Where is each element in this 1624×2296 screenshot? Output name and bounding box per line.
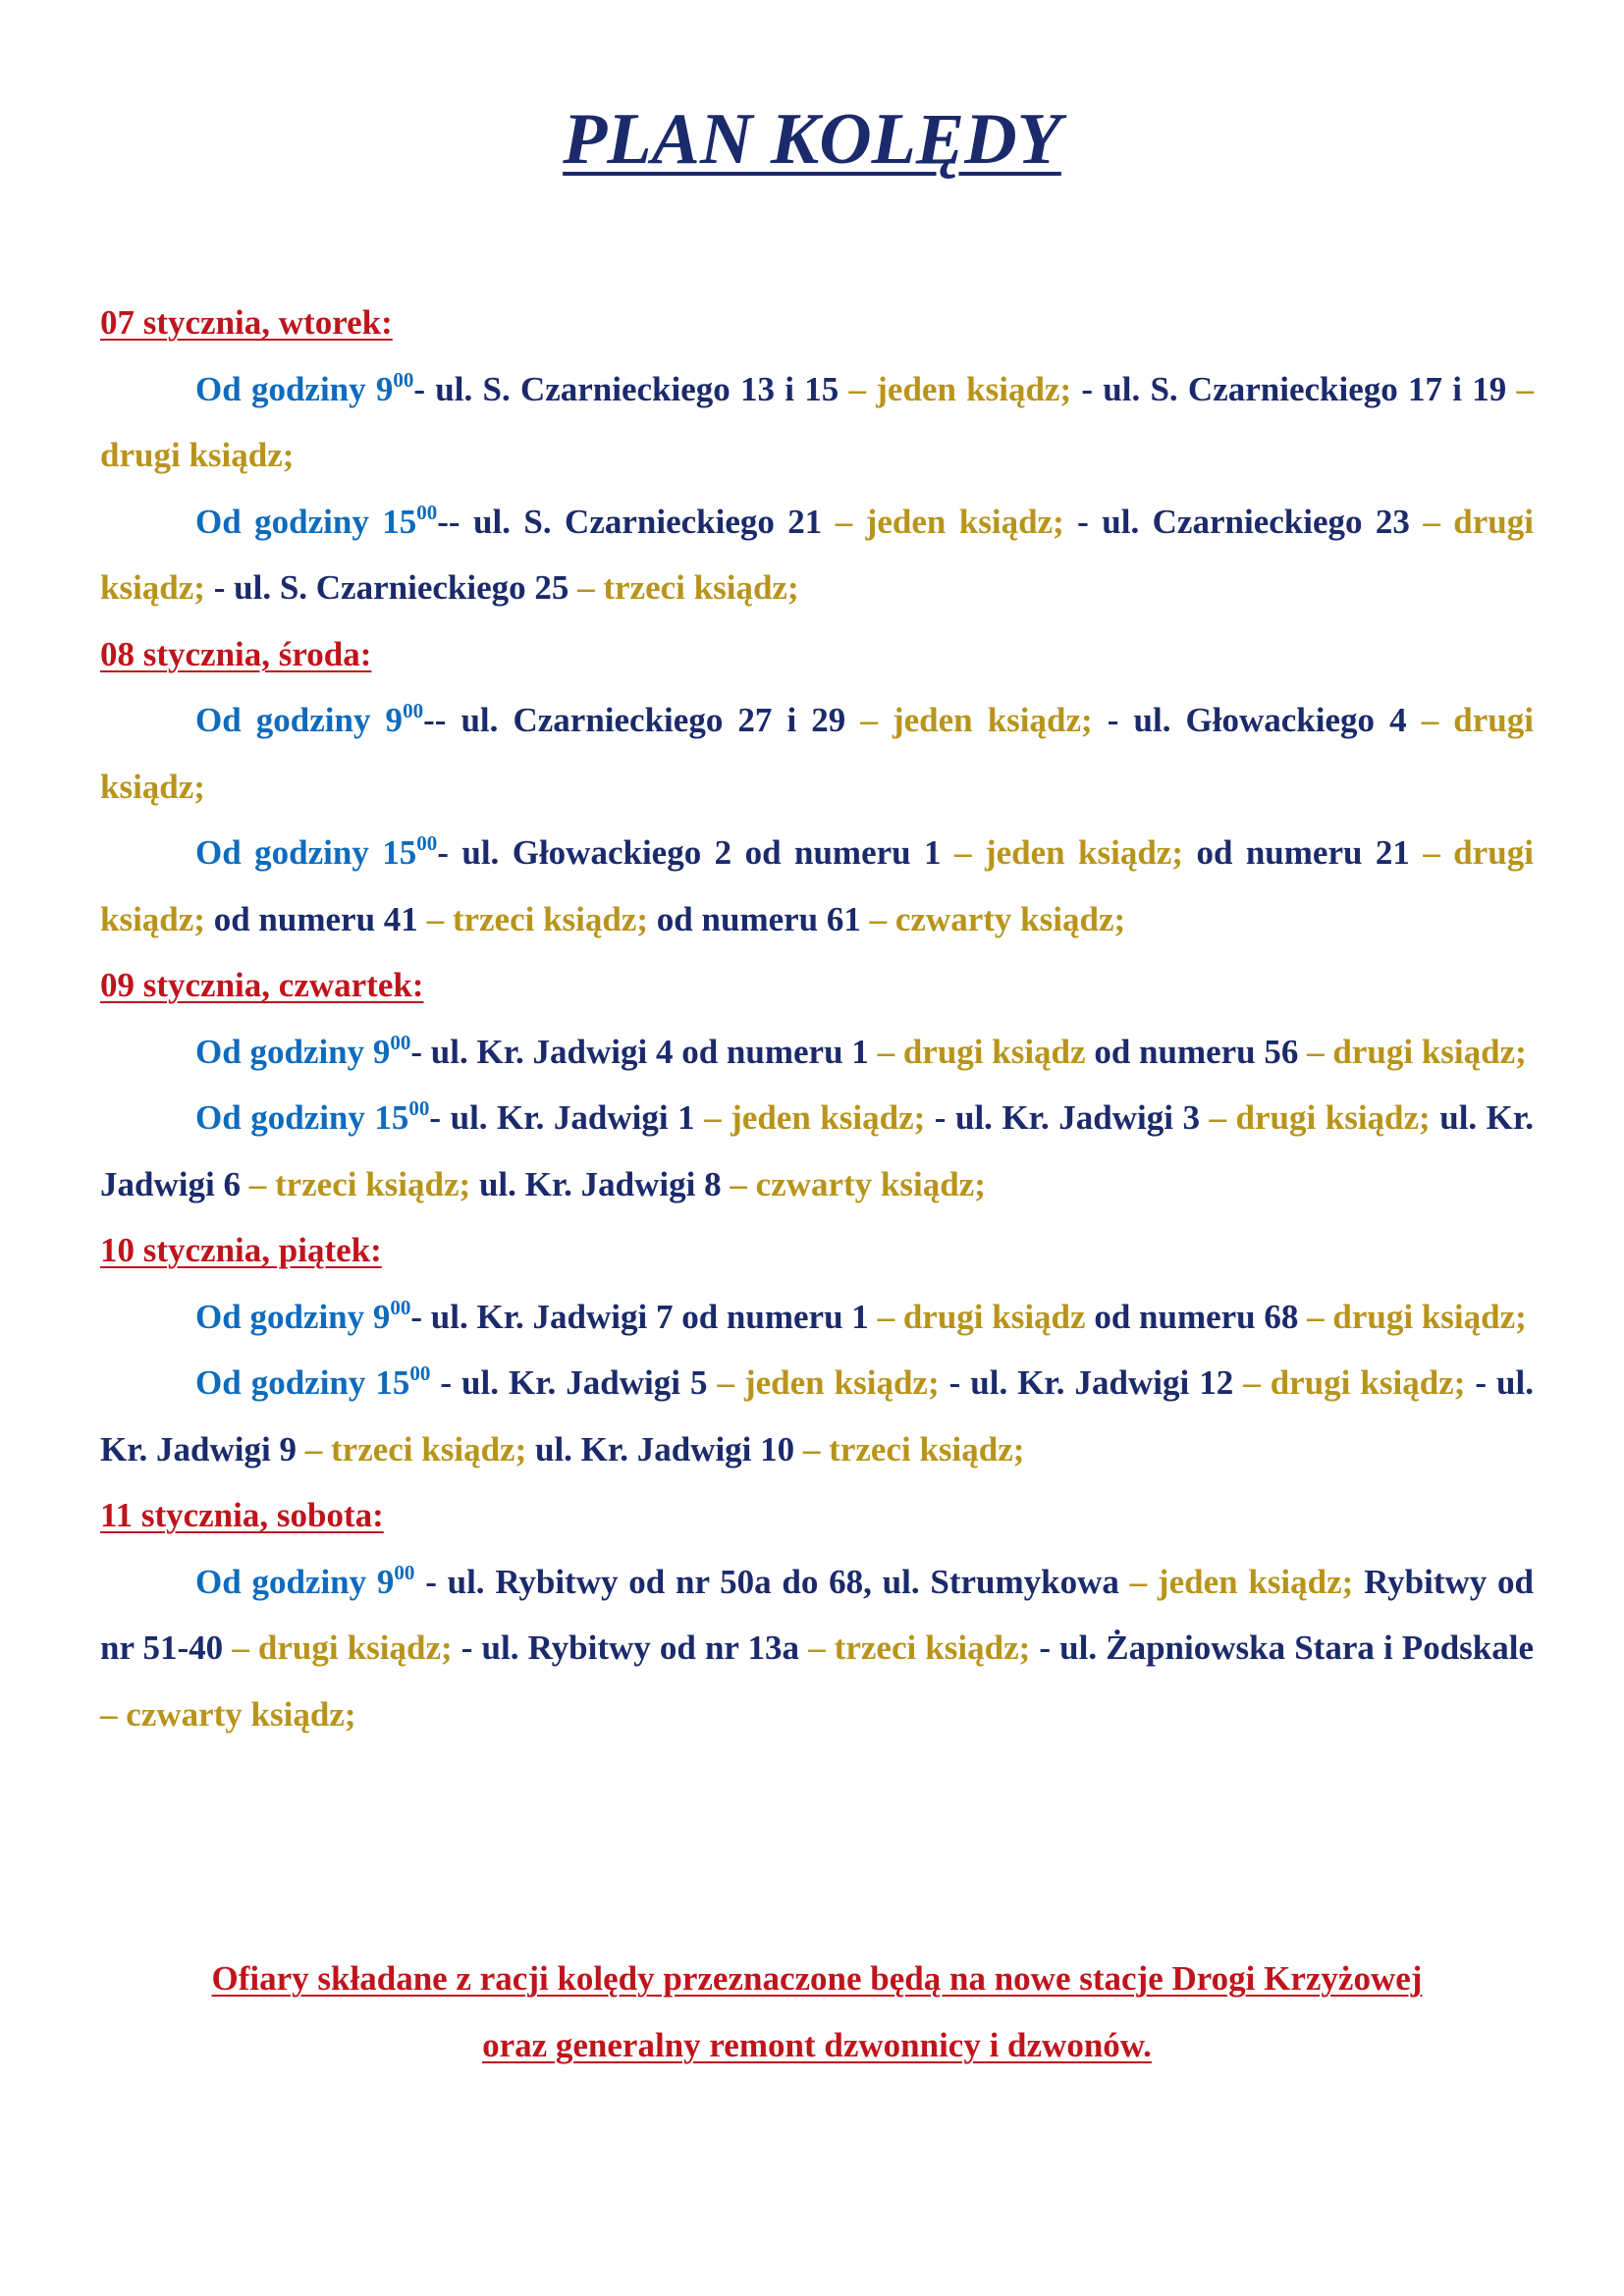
time-slot-label: Od godziny 9	[195, 1297, 391, 1336]
priest-assignment: – jeden ksiądz;	[1129, 1562, 1354, 1601]
street-address: - ul. Kr. Jadwigi 1	[429, 1098, 705, 1137]
time-slot	[100, 1549, 1534, 1748]
priest-assignment: – jeden ksiądz;	[860, 701, 1093, 739]
priest-assignment: – drugi ksiądz;	[1307, 1032, 1527, 1071]
priest-assignment: – drugi ksiądz;	[1243, 1363, 1466, 1402]
footer-line-2: oraz generalny remont dzwonnicy i dzwonów.	[482, 2025, 1152, 2064]
priest-assignment: – trzeci ksiądz;	[577, 568, 799, 607]
priest-assignment: – jeden ksiądz;	[835, 502, 1064, 541]
time-slot-minutes: 00	[390, 1295, 411, 1319]
street-address: - ul. Kr. Jadwigi 12	[939, 1363, 1244, 1402]
time-slot	[100, 820, 1534, 952]
street-address: od numeru 56	[1085, 1032, 1308, 1071]
street-address: - ul. Głowackiego 4	[1092, 701, 1422, 739]
day-heading	[100, 1482, 1534, 1549]
schedule	[100, 290, 1534, 1747]
time-slot-minutes: 00	[394, 1560, 415, 1584]
page-title: PLAN KOLĘDY	[563, 99, 1061, 180]
priest-assignment: – drugi ksiądz;	[100, 369, 1534, 474]
time-slot	[100, 1019, 1534, 1086]
street-address: ul. Kr. Jadwigi 10	[526, 1429, 803, 1468]
time-slot-label: Od godziny 9	[195, 701, 404, 739]
footer-note	[100, 1946, 1534, 2078]
street-address: - ul. S. Czarnieckiego 13 i 15	[413, 369, 849, 408]
day-heading	[100, 621, 1534, 688]
priest-assignment: – jeden ksiądz;	[954, 833, 1183, 872]
time-slot	[100, 687, 1534, 820]
time-slot-minutes: 00	[403, 699, 424, 722]
priest-assignment: – drugi ksiądz;	[1307, 1297, 1527, 1336]
time-slot-label: Od godziny 9	[195, 369, 394, 408]
street-address: - ul. S. Czarnieckiego 25	[204, 568, 578, 607]
priest-assignment: – drugi ksiądz;	[100, 502, 1534, 607]
priest-assignment: – trzeci ksiądz;	[304, 1429, 527, 1468]
priest-assignment: – drugi ksiądz;	[100, 701, 1534, 806]
day-heading	[100, 952, 1534, 1019]
time-slot-label: Od godziny 15	[195, 502, 417, 541]
day-heading-text: 10 stycznia, piątek:	[100, 1231, 382, 1269]
priest-assignment: – trzeci ksiądz;	[426, 899, 649, 938]
priest-assignment: – jeden ksiądz;	[704, 1098, 926, 1137]
street-address: Rybitwy od nr 51-40	[100, 1562, 1534, 1667]
street-address: - ul. Żapniowska Stara i Podskale	[1030, 1629, 1535, 1667]
time-slot-label: Od godziny 15	[195, 833, 417, 872]
street-address: ul. Kr. Jadwigi 6	[100, 1098, 1534, 1203]
street-address: - ul. Rybitwy od nr 50a do 68, ul. Strumykowa	[414, 1562, 1130, 1601]
time-slot-label: Od godziny 9	[195, 1032, 391, 1071]
priest-assignment: – jeden ksiądz;	[717, 1363, 940, 1402]
priest-assignment: – trzeci ksiądz;	[248, 1164, 471, 1203]
time-slot	[100, 1284, 1534, 1351]
street-address: -- ul. S. Czarnieckiego 21	[437, 502, 836, 541]
street-address: -- ul. Czarnieckiego 27 i 29	[423, 701, 861, 739]
street-address: od numeru 41	[204, 899, 427, 938]
priest-assignment: – drugi ksiądz	[877, 1297, 1086, 1336]
street-address: - ul. Kr. Jadwigi 7 od numeru 1	[410, 1297, 878, 1336]
footer-line-1: Ofiary składane z racji kolędy przeznaczone będą na nowe stacje Drogi Krzyżowej	[211, 1959, 1423, 1998]
priest-assignment: – drugi ksiądz;	[100, 833, 1534, 938]
street-address: od numeru 61	[648, 899, 870, 938]
priest-assignment: – drugi ksiądz	[877, 1032, 1086, 1071]
street-address: od numeru 68	[1085, 1297, 1308, 1336]
street-address: - ul. Głowackiego 2 od numeru 1	[437, 833, 954, 872]
time-slot-minutes: 00	[390, 1030, 411, 1054]
day-heading-text: 07 stycznia, wtorek:	[100, 303, 393, 342]
time-slot-label: Od godziny 15	[195, 1363, 410, 1402]
time-slot	[100, 1350, 1534, 1482]
street-address: ul. Kr. Jadwigi 8	[470, 1164, 731, 1203]
priest-assignment: – drugi ksiądz;	[1209, 1098, 1431, 1137]
day-heading-text: 09 stycznia, czwartek:	[100, 966, 424, 1004]
day-heading-text: 08 stycznia, środa:	[100, 634, 372, 673]
street-address: - ul. Rybitwy od nr 13a	[452, 1629, 809, 1667]
priest-assignment: – jeden ksiądz;	[848, 369, 1072, 408]
priest-assignment: – czwarty ksiądz;	[869, 899, 1126, 938]
time-slot-label: Od godziny 15	[195, 1098, 409, 1137]
day-heading	[100, 290, 1534, 356]
priest-assignment: – trzeci ksiądz;	[808, 1629, 1031, 1667]
time-slot-minutes: 00	[393, 367, 414, 392]
priest-assignment: – czwarty ksiądz;	[100, 1694, 356, 1734]
priest-assignment: – czwarty ksiądz;	[730, 1164, 986, 1203]
street-address: - ul. Kr. Jadwigi 9	[100, 1363, 1534, 1468]
street-address: - ul. Kr. Jadwigi 4 od numeru 1	[410, 1032, 878, 1071]
time-slot-minutes: 00	[408, 1096, 430, 1120]
street-address: od numeru 21	[1183, 833, 1424, 872]
street-address: - ul. S. Czarnieckiego 17 i 19	[1071, 369, 1517, 408]
time-slot	[100, 489, 1534, 621]
time-slot	[100, 1085, 1534, 1217]
street-address: - ul. Kr. Jadwigi 5	[430, 1363, 718, 1402]
day-heading	[100, 1217, 1534, 1284]
time-slot-minutes: 00	[416, 831, 438, 855]
street-address: - ul. Kr. Jadwigi 3	[925, 1098, 1210, 1137]
time-slot-minutes: 00	[409, 1362, 431, 1385]
priest-assignment: – drugi ksiądz;	[232, 1629, 453, 1667]
priest-assignment: – trzeci ksiądz;	[802, 1429, 1025, 1468]
day-heading-text: 11 stycznia, sobota:	[100, 1496, 384, 1534]
time-slot-label: Od godziny 9	[195, 1562, 395, 1601]
time-slot	[100, 356, 1534, 489]
street-address: - ul. Czarnieckiego 23	[1063, 502, 1424, 541]
time-slot-minutes: 00	[416, 500, 438, 524]
